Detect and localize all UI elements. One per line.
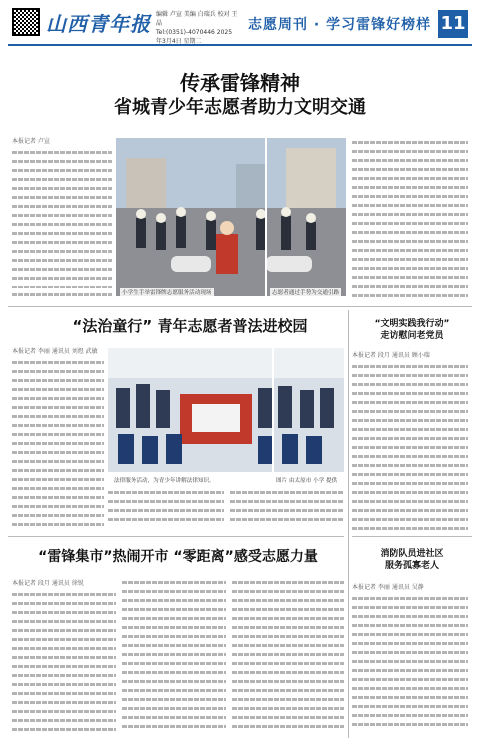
lead-headline [0,70,480,120]
editor-line: 编辑 卢宣 美编 白瑞兵 校对 王晶 [156,11,238,27]
masthead [8,6,472,46]
lead-title-line1: 传承雷锋精神 [180,71,300,95]
lead-title-line2: 省城青少年志愿者助力文明交通 [114,97,366,118]
lead-photo-illustration [116,138,346,296]
story2-caption-right: 图片 由太原市 小学 提供 [276,478,338,484]
story3-title-line2: 走访慰问老党员 [380,331,444,341]
story4-text-col1 [12,590,116,736]
newspaper-logo: 山西青年报 [46,12,151,36]
page-number: 11 [438,10,468,38]
lead-text-col2 [352,138,468,302]
story5-byline: 本报记者 李丽 通讯员 吴静 [352,584,424,591]
story5-title-line1: 消防队员进社区 [380,549,444,559]
lead-caption-left: 小学生手举雷锋牌志愿服务活动现场 [122,290,212,296]
section-divider-3 [352,536,472,537]
story4-title: “雷锋集市”热闹开市 “零距离”感受志愿力量 [38,549,318,565]
story2-photo [108,348,344,472]
section-divider-2 [8,536,344,537]
lead-text-col1 [12,148,112,288]
story2-text-col1 [12,358,104,530]
date-line: Tel:(0351)-4070446 2025年3月4日 星期二 [156,29,233,45]
lead-caption-right: 志愿者通过手势为交通引路 [272,290,340,296]
story2-caption-left: 法律服务活动，为青少年讲解法律知识。 [114,478,215,484]
story3-byline: 本报记者 段月 通讯员 顾小瑞 [352,352,430,359]
story2-byline: 本报记者 李丽 通讯员 刘煜 武敏 [12,348,98,355]
lead-photo [116,138,346,296]
story3-title [352,318,472,342]
story4-text-col2 [122,578,226,736]
story3-text [352,362,468,534]
story2-text-col2 [108,488,224,528]
masthead-meta [156,10,238,46]
channel-title: 志愿周刊 · 学习雷锋好榜样 [248,17,432,33]
qr-code-icon [12,8,40,36]
lead-byline: 本报记者 卢宣 [12,138,50,145]
story5-title-line2: 服务孤寡老人 [384,561,439,571]
story2-text-col3 [230,488,344,528]
story4-byline: 本报记者 段月 通讯员 徐锐 [12,580,84,587]
column-divider [348,310,349,738]
story5-text [352,594,468,736]
story2-title: “法治童行” 青年志愿者普法进校园 [72,317,308,335]
story4-text-col3 [232,578,344,736]
story2-photo-illustration [108,348,344,472]
lead-text-col1-tail [12,290,112,302]
story5-title [352,548,472,572]
story3-title-line1: “文明实践我行动” [374,319,450,329]
section-divider [8,306,472,307]
